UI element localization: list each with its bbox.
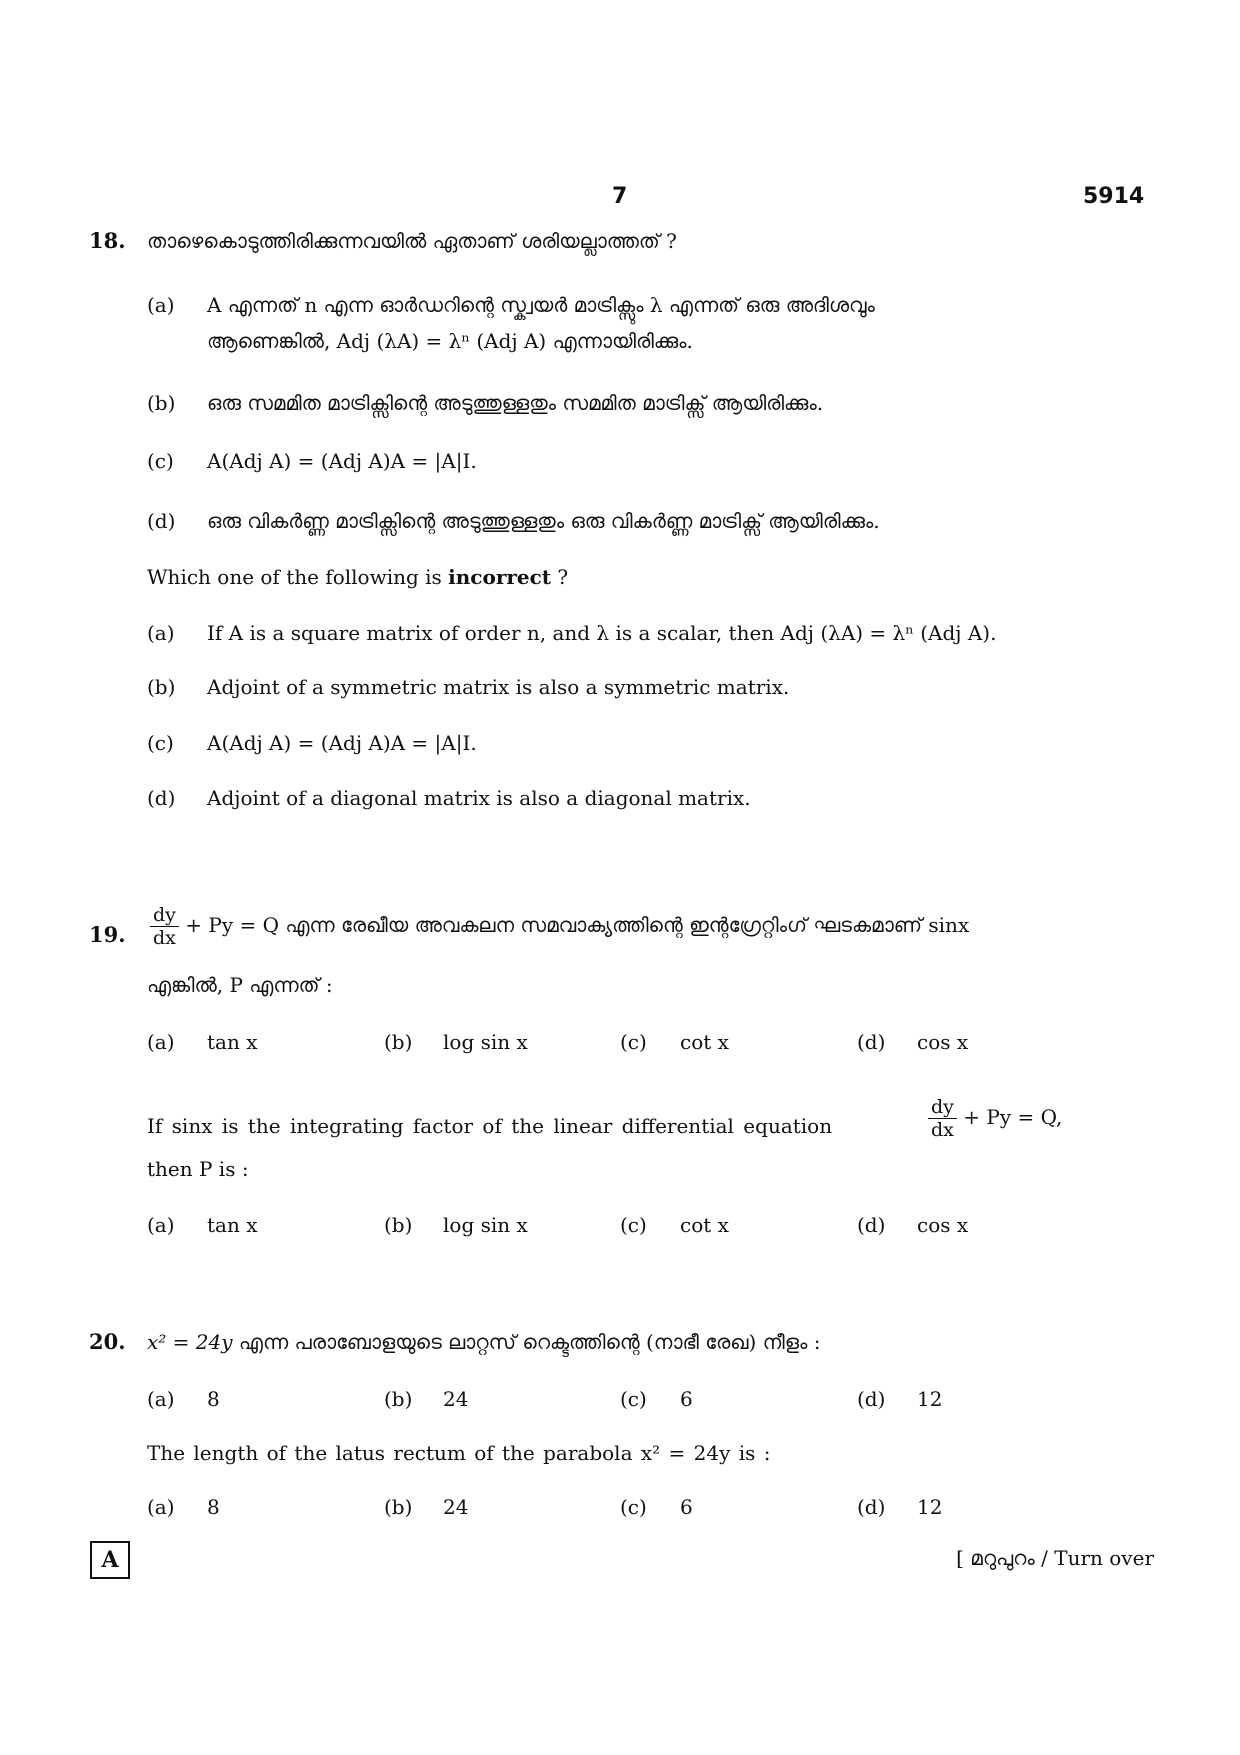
q19-en-option-c-label: (c) [620, 1213, 647, 1237]
q18-ml-option-d-text: ഒരു വികർണ്ണ മാട്രിക്സിന്റെ അടുത്തുള്ളതും ഒരു വികർണ്ണ മാട്രിക്സ് ആയിരിക്കും. [207, 509, 880, 533]
q19-ml-line1: $\frac{dy}{dx}$ + Py = Q എന്ന രേഖീയ അവകലന സമവാക്യത്തിന്റെ ഇന്റഗ്രേറ്റിംഗ് ഘടകമാണ് sinx [150, 904, 969, 949]
turn-over-note: [ മറുപുറം / Turn over [956, 1546, 1154, 1570]
q19-en-option-a-label: (a) [147, 1213, 175, 1237]
q19-ml-option-c-text: cot x [680, 1030, 729, 1054]
q20-en-option-d-label: (d) [857, 1495, 886, 1519]
q20-ml-option-c-text: 6 [680, 1387, 693, 1411]
q20-ml-question: x² = 24y എന്ന പരാബോളയുടെ ലാറ്റസ് റെക്ടത്തിന്റെ (നാഭീ രേഖ) നീളം : [147, 1330, 821, 1354]
q20-en-option-a-text: 8 [207, 1495, 220, 1519]
paper-code: 5914 [1083, 184, 1145, 209]
q18-en-option-c-label: (c) [147, 731, 174, 755]
q18-en-option-b-label: (b) [147, 675, 176, 699]
q19-en-option-c-text: cot x [680, 1213, 729, 1237]
q19-en-option-d-label: (d) [857, 1213, 886, 1237]
q18-en-question-emphasis: incorrect [448, 565, 552, 589]
q19-ml-option-b-label: (b) [384, 1030, 413, 1054]
q18-en-question: Which one of the following is incorrect ? [147, 565, 569, 589]
q18-ml-option-c-text: A(Adj A) = (Adj A)A = |A|I. [207, 449, 477, 473]
q19-en-option-a-text: tan x [207, 1213, 258, 1237]
q18-en-option-d-label: (d) [147, 786, 176, 810]
q18-ml-option-a-label: (a) [147, 293, 175, 317]
q20-en-option-b-text: 24 [443, 1495, 469, 1519]
q18-ml-option-b-text: ഒരു സമമിത മാട്രിക്സിന്റെ അടുത്തുള്ളതും സമമിത മാട്രിക്സ് ആയിരിക്കും. [207, 391, 824, 415]
version-box: A [90, 1541, 130, 1579]
q18-en-option-a-label: (a) [147, 621, 175, 645]
q18-ml-option-a-line1: A എന്നത് n എന്ന ഓർഡറിന്റെ സ്ക്വയർ മാട്രിക്സും λ എന്നത് ഒരു അദിശവും [207, 293, 875, 317]
q20-ml-option-d-label: (d) [857, 1387, 886, 1411]
q18-ml-option-c-label: (c) [147, 449, 174, 473]
q18-en-option-b-text: Adjoint of a symmetric matrix is also a symmetric matrix. [207, 675, 790, 699]
q20-ml-option-b-text: 24 [443, 1387, 469, 1411]
q20-en-option-c-text: 6 [680, 1495, 693, 1519]
q18-ml-question: താഴെകൊടുത്തിരിക്കുന്നവയിൽ ഏതാണ് ശരിയല്ലാത്തത് ? [147, 229, 677, 253]
q18-en-option-c-text: A(Adj A) = (Adj A)A = |A|I. [207, 731, 477, 755]
q20-en-option-a-label: (a) [147, 1495, 175, 1519]
q20-ml-option-d-text: 12 [917, 1387, 943, 1411]
q20-ml-option-c-label: (c) [620, 1387, 647, 1411]
q20-ml-option-a-label: (a) [147, 1387, 175, 1411]
q19-ml-option-d-label: (d) [857, 1030, 886, 1054]
q19-en-option-b-text: log sin x [443, 1213, 528, 1237]
question-number-18: 18. [89, 228, 126, 253]
q19-ml-option-c-label: (c) [620, 1030, 647, 1054]
page-number: 7 [612, 184, 628, 209]
q20-en-option-d-text: 12 [917, 1495, 943, 1519]
q20-en-question: The length of the latus rectum of the parabola x² = 24y is : [147, 1441, 771, 1465]
q20-ml-option-b-label: (b) [384, 1387, 413, 1411]
q19-en-derivative-fraction: $\frac{dy}{dx}$ [928, 1096, 957, 1141]
q20-en-option-c-label: (c) [620, 1495, 647, 1519]
q19-en-line2: then P is : [147, 1157, 249, 1181]
q19-en-option-b-label: (b) [384, 1213, 413, 1237]
q19-en-line1: If sinx is the integrating factor of the linear differential equation [147, 1114, 833, 1138]
q18-ml-option-b-label: (b) [147, 391, 176, 415]
q19-ml-derivative-fraction: $\frac{dy}{dx}$ [150, 904, 179, 949]
q18-ml-option-a-line2: ആണെങ്കിൽ, Adj (λA) = λⁿ (Adj A) എന്നായിരിക്കും. [207, 329, 693, 353]
q19-en-equation: $\frac{dy}{dx}$ + Py = Q, [928, 1096, 1062, 1141]
q19-ml-option-d-text: cos x [917, 1030, 969, 1054]
q18-en-option-d-text: Adjoint of a diagonal matrix is also a diagonal matrix. [207, 786, 751, 810]
q19-ml-option-b-text: log sin x [443, 1030, 528, 1054]
q18-en-option-a-text: If A is a square matrix of order n, and λ is a scalar, then Adj (λA) = λⁿ (Adj A). [207, 621, 997, 645]
q19-ml-line2: എങ്കിൽ, P എന്നത് : [147, 973, 333, 997]
question-number-20: 20. [89, 1329, 126, 1354]
q18-ml-option-d-label: (d) [147, 509, 176, 533]
q19-ml-option-a-label: (a) [147, 1030, 175, 1054]
q19-ml-option-a-text: tan x [207, 1030, 258, 1054]
q20-ml-equation: x² = 24y [147, 1330, 233, 1354]
question-number-19: 19. [89, 922, 126, 947]
q20-ml-option-a-text: 8 [207, 1387, 220, 1411]
q20-en-option-b-label: (b) [384, 1495, 413, 1519]
q19-en-option-d-text: cos x [917, 1213, 969, 1237]
